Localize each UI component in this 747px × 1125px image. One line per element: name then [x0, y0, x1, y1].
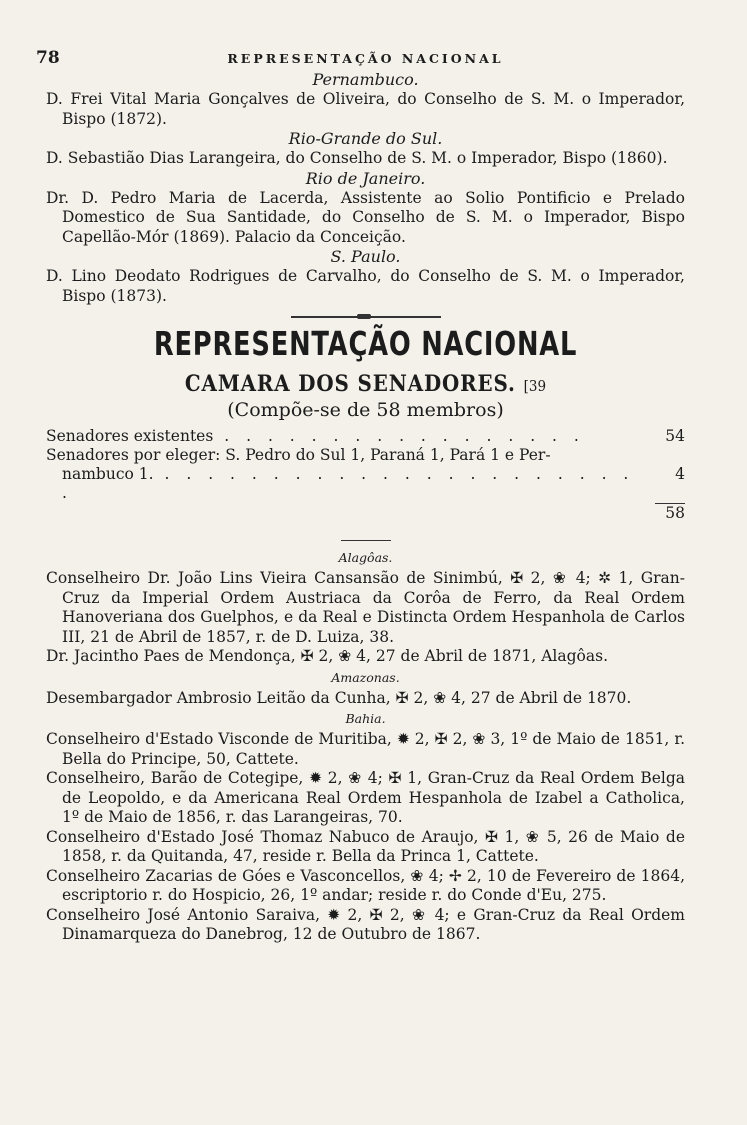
existing-senators-row: Senadores existentes . . . . . . . . . . . . . . . . . 54	[46, 427, 685, 445]
to-elect-row	[46, 446, 685, 465]
senator-entry: Conselheiro, Barão de Cotegipe, ✹ 2, ❀ 4; ✠ 1, Gran-Cruz da Real Ordem Belga de Leopoldo, e da Americana Real Ordem Hespanhola de Izabel a Catholica, 1º de Maio de 1856, r. das Larangeiras, 70.	[46, 769, 685, 826]
running-title: REPRESENTAÇÃO NACIONAL	[227, 51, 504, 66]
region-heading: Rio-Grande do Sul.	[288, 129, 443, 148]
region-heading: Pernambuco.	[312, 70, 419, 89]
to-elect-cont: nambuco 1.	[62, 465, 154, 483]
to-elect-row-cont: nambuco 1. . . . . . . . . . . . . . . . . . . . . . . . 4	[62, 465, 685, 502]
state-heading: Amazonas.	[331, 669, 400, 685]
senator-entry: Conselheiro d'Estado Visconde de Muritiba, ✹ 2, ✠ 2, ❀ 3, 1º de Maio de 1851, r. Bella do Principe, 50, Cattete.	[46, 730, 685, 768]
running-head	[36, 48, 685, 70]
bishop-entry: D. Frei Vital Maria Gonçalves de Oliveira, do Conselho de S. M. o Imperador, Bispo (1872).	[46, 90, 685, 128]
bishop-entry: D. Lino Deodato Rodrigues de Carvalho, do Conselho de S. M. o Imperador, Bispo (1873).	[46, 267, 685, 305]
region-heading: Rio de Janeiro.	[305, 168, 426, 188]
bishop-entry: D. Sebastião Dias Larangeira, do Conselho de S. M. o Imperador, Bispo (1860).	[46, 149, 668, 167]
chamber-title	[78, 371, 653, 397]
senator-entry: Conselheiro Dr. João Lins Vieira Cansansão de Sinimbú, ✠ 2, ❀ 4; ✲ 1, Gran-Cruz da Imperial Ordem Austriaca da Corôa de Ferro, da Real Ordem Hanoveriana dos Guelphos, e da Real e Distincta Ordem Hespanhola de Carlos III, 21 de Abril de 1857, r. de D. Luiza, 38.	[46, 569, 685, 646]
to-elect-label: Senadores por eleger: S. Pedro do Sul 1, Paraná 1, Pará 1 e Per-	[46, 446, 551, 464]
page-number: 78	[36, 48, 60, 68]
existing-value: 54	[665, 427, 685, 445]
senator-entry: Conselheiro d'Estado José Thomaz Nabuco de Araujo, ✠ 1, ❀ 5, 26 de Maio de 1858, r. da Quitanda, 47, reside r. Bella da Princa 1, Cattete.	[46, 827, 685, 865]
divider	[341, 540, 391, 541]
chamber-ref: [39	[523, 377, 547, 395]
senator-entry: Dr. Jacintho Paes de Mendonça, ✠ 2, ❀ 4, 27 de Abril de 1871, Alagôas.	[46, 647, 609, 665]
section-title: REPRESENTAÇÃO NACIONAL	[153, 324, 578, 363]
state-heading: Alagôas.	[338, 550, 393, 565]
region-heading: S. Paulo.	[330, 247, 401, 266]
senator-entry: Conselheiro José Antonio Saraiva, ✹ 2, ✠ 2, ❀ 4; e Gran-Cruz da Real Ordem Dinamarqueza do Danebrog, 12 de Outubro de 1867.	[46, 905, 685, 943]
existing-label: Senadores existentes	[46, 427, 214, 445]
state-heading: Bahia.	[345, 711, 386, 726]
to-elect-value: 4	[675, 465, 685, 483]
bishop-entry: Dr. D. Pedro Maria de Lacerda, Assistente ao Solio Pontificio e Prelado Domestico de Sua Santidade, do Conselho de S. M. o Imperador, Bispo Capellão-Mór (1869). Palacio da Conceição.	[46, 188, 685, 246]
section-divider	[291, 316, 441, 318]
chamber-name: CAMARA DOS SENADORES.	[184, 371, 516, 397]
total-value: 58	[665, 504, 685, 522]
senator-entry: Desembargador Ambrosio Leitão da Cunha, ✠ 2, ❀ 4, 27 de Abril de 1870.	[46, 688, 632, 707]
senator-entry: Conselheiro Zacarias de Góes e Vasconcellos, ❀ 4; ✢ 2, 10 de Fevereiro de 1864, escriptorio r. do Hospicio, 26, 1º andar; reside r. do Conde d'Eu, 275.	[46, 866, 685, 904]
membership-note: (Compõe-se de 58 membros)	[227, 399, 504, 421]
